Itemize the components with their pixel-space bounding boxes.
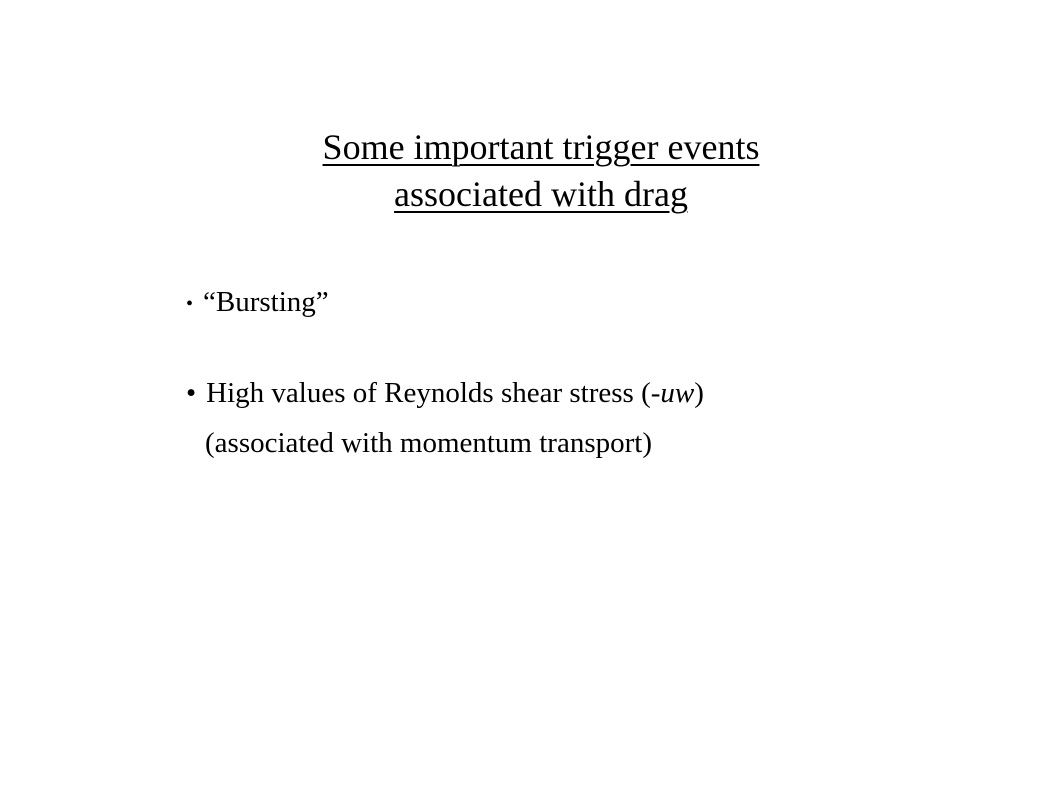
bullet-text-before: High values of Reynolds shear stress (-	[206, 377, 661, 409]
bullet-continuation: (associated with momentum transport)	[205, 427, 652, 459]
title-line-2: associated with drag	[394, 174, 688, 214]
bullet-marker: •	[186, 377, 197, 409]
slide-title	[0, 124, 1058, 218]
bullet-text-italic: uw	[660, 377, 695, 409]
bullet-item-reynolds-stress	[186, 374, 704, 413]
bullet-item-bursting	[186, 283, 329, 323]
bullet-text: “Bursting”	[203, 286, 329, 318]
bullet-text-after: )	[694, 377, 704, 409]
title-line-1: Some important trigger events	[322, 127, 760, 167]
bullet-marker: •	[186, 293, 194, 316]
